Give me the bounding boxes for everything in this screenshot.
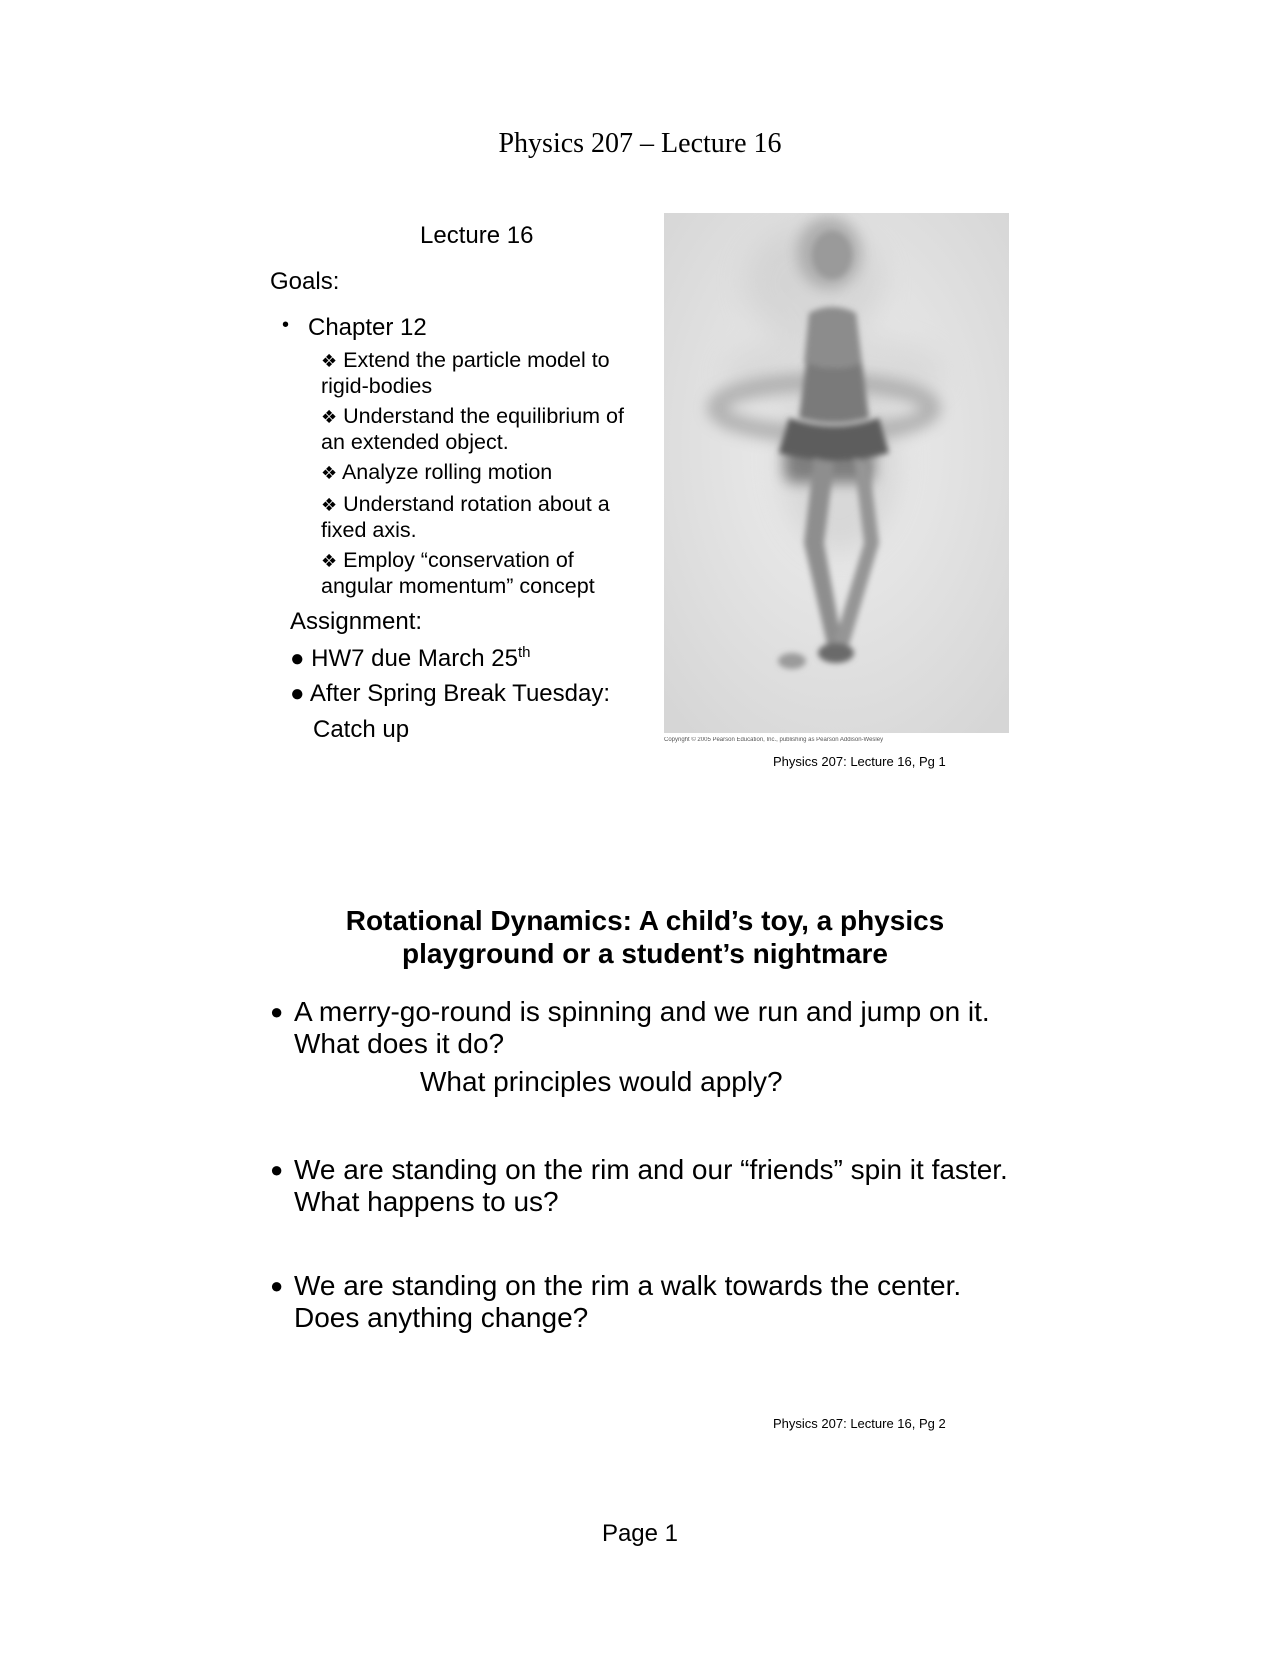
slide2-bullet — [270, 1154, 1010, 1218]
assignment-item — [290, 644, 530, 673]
figure-skater-photo — [664, 213, 1009, 733]
assignment-text: HW7 due March 25 — [311, 645, 518, 672]
four-diamond-icon: ❖ — [321, 351, 338, 371]
slide2-title-line: playground or a student’s nightmare — [402, 938, 888, 969]
slide2-bullet — [270, 996, 1010, 1060]
slide1-footer: Physics 207: Lecture 16, Pg 1 — [773, 754, 946, 769]
assignment-text: After Spring Break Tuesday: — [309, 680, 610, 707]
four-diamond-icon: ❖ — [321, 463, 338, 483]
black-circle-icon: ● — [270, 999, 284, 1024]
subgoal-text: Extend the particle model to rigid-bodies — [321, 348, 610, 398]
assignment-item — [290, 680, 610, 708]
black-circle-icon: ● — [270, 1157, 284, 1182]
assignment-label: Assignment: — [290, 608, 423, 635]
black-circle-icon: ● — [290, 645, 305, 672]
black-circle-icon: ● — [270, 1273, 284, 1298]
four-diamond-icon: ❖ — [321, 407, 338, 427]
four-diamond-icon: ❖ — [321, 495, 338, 515]
subgoal-text: Understand the equilibrium of an extended object. — [321, 404, 624, 454]
subgoal-item — [321, 404, 651, 455]
slide2-footer: Physics 207: Lecture 16, Pg 2 — [773, 1416, 946, 1431]
chapter-item — [282, 314, 427, 342]
subgoal-item — [321, 548, 651, 599]
page-number: Page 1 — [601, 1520, 679, 1547]
slide2-title — [300, 904, 990, 970]
bullet-icon: • — [282, 314, 290, 336]
catch-up-text: Catch up — [313, 716, 410, 743]
slide2-title-line: Rotational Dynamics: A child’s toy, a physics — [345, 905, 945, 936]
bullet-text: We are standing on the rim and our “friends” spin it faster. What happens to us? — [294, 1154, 1008, 1217]
subgoal-item — [321, 348, 651, 399]
photo-credit: Copyright © 2005 Pearson Education, Inc., publishing as Pearson Addison-Wesley — [664, 737, 884, 743]
assignment-superscript: th — [517, 644, 531, 661]
principles-question: What principles would apply? — [420, 1066, 783, 1097]
goals-label: Goals: — [270, 268, 340, 295]
subgoal-text: Analyze rolling motion — [341, 460, 553, 484]
bullet-text: A merry-go-round is spinning and we run and jump on it. What does it do? — [294, 996, 990, 1059]
bullet-text: We are standing on the rim a walk towards the center. Does anything change? — [294, 1270, 962, 1333]
subgoal-item — [321, 460, 651, 486]
four-diamond-icon: ❖ — [321, 551, 338, 571]
slide2-bullet — [270, 1270, 1010, 1334]
subgoal-text: Employ “conservation of angular momentum” concept — [321, 548, 595, 598]
page-header: Physics 207 – Lecture 16 — [498, 128, 782, 159]
black-circle-icon: ● — [290, 680, 305, 707]
slide1-title: Lecture 16 — [420, 222, 534, 249]
chapter-text: Chapter 12 — [308, 314, 427, 341]
subgoal-text: Understand rotation about a fixed axis. — [321, 492, 610, 542]
subgoal-item — [321, 492, 651, 543]
